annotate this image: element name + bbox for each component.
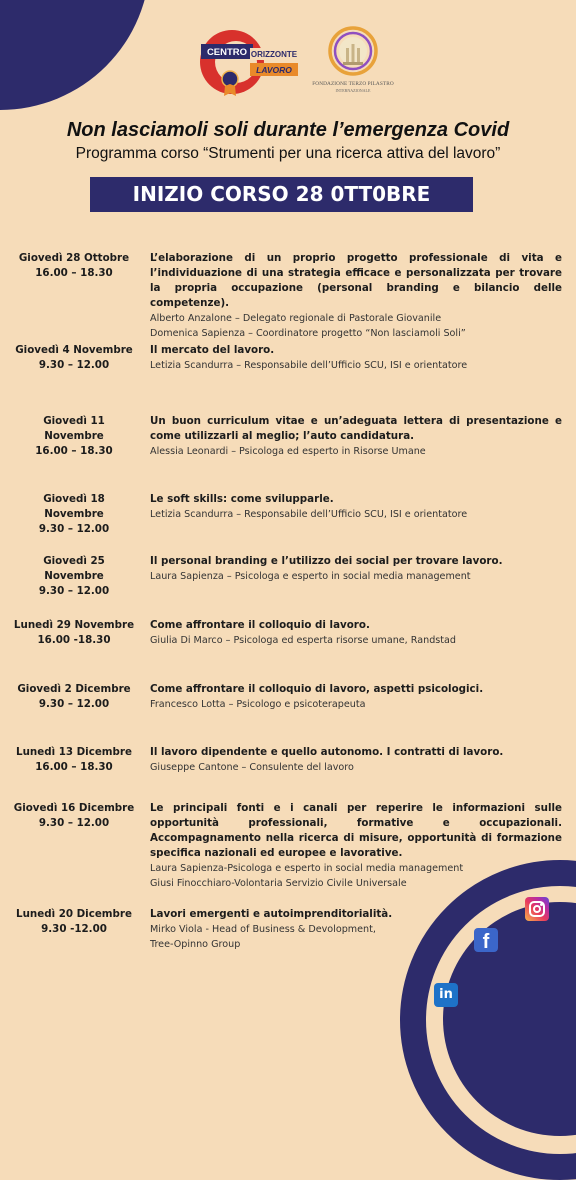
- facebook-icon[interactable]: f: [474, 928, 498, 952]
- session-when: [12, 343, 136, 373]
- session-speaker: Giuseppe Cantone – Consulente del lavoro: [150, 762, 354, 773]
- session-day: Giovedì 25 Novembre: [43, 555, 105, 582]
- session-when: [12, 907, 136, 937]
- session-topic: Le principali fonti e i canali per reperire le informazioni sulle opportunità professionali, formative e occupazionali. Accompagnamento nella ricerca di misure, opportunità di formazione specifica nazionali ed europee e lavorative.: [150, 802, 562, 859]
- session-topic: Come affrontare il colloquio di lavoro, aspetti psicologici.: [150, 683, 484, 695]
- session-details: [150, 554, 562, 584]
- session-speaker: Mirko Viola - Head of Business & Devolopment,: [150, 924, 376, 935]
- instagram-flash-shape: [540, 903, 543, 906]
- session-details: [150, 343, 562, 373]
- session-time: 9.30 – 12.00: [38, 359, 110, 371]
- page-title: Non lasciamoli soli durante l’emergenza Covid: [66, 119, 510, 141]
- session-time: 9.30 – 12.00: [38, 585, 110, 597]
- session-when: [12, 745, 136, 775]
- session-speaker: Giulia Di Marco – Psicologa ed esperta risorse umane, Randstad: [150, 635, 457, 646]
- session-day: Giovedì 28 Ottobre: [18, 252, 130, 264]
- session-day: Lunedì 29 Novembre: [13, 619, 135, 631]
- session-speaker: Giusi Finocchiaro-Volontaria Servizio Civile Universale: [150, 878, 407, 889]
- session-speaker: Letizia Scandurra – Responsabile dell’Ufficio SCU, ISI e orientatore: [150, 360, 468, 371]
- session-details: [150, 745, 562, 775]
- session-when: [12, 251, 136, 281]
- session-topic: Le soft skills: come svilupparle.: [150, 493, 334, 505]
- corner-shape-top-left: [0, 0, 150, 110]
- fondazione-subname: INTERNAZIONALE: [335, 88, 371, 93]
- session-time: 16.00 -18.30: [37, 634, 111, 646]
- session-speaker: Alessia Leonardi – Psicologa ed esperto in Risorse Umane: [150, 446, 426, 457]
- session-when: [12, 492, 136, 537]
- session-time: 9.30 – 12.00: [38, 817, 110, 829]
- session-day: Giovedì 11 Novembre: [43, 415, 105, 442]
- session-day: Giovedì 16 Dicembre: [13, 802, 135, 814]
- session-details: [150, 492, 562, 522]
- session-when: [12, 414, 136, 459]
- session-topic: L’elaborazione di un proprio progetto professionale di vita e l’individuazione di una strategia efficace e personalizzata per trovare la propria occupazione (personal branding e bilancio delle competenze).: [150, 252, 562, 309]
- session-time: 9.30 -12.00: [41, 923, 107, 935]
- centro-orizzonte-lavoro-logo: [198, 22, 306, 100]
- session-details: [150, 251, 562, 341]
- session-details: [150, 618, 562, 648]
- session-when: [12, 801, 136, 831]
- start-date-banner: INIZIO CORSO 28 0TT0BRE: [90, 177, 473, 212]
- session-speaker: Tree-Opinno Group: [150, 939, 241, 950]
- session-details: [150, 682, 562, 712]
- session-time: 16.00 – 18.30: [35, 267, 113, 279]
- session-speaker: Alberto Anzalone – Delegato regionale di Pastorale Giovanile: [150, 313, 442, 324]
- session-day: Giovedì 4 Novembre: [15, 344, 133, 356]
- linkedin-icon[interactable]: in: [434, 983, 458, 1007]
- session-time: 16.00 – 18.30: [35, 761, 113, 773]
- session-time: 16.00 – 18.30: [35, 445, 113, 457]
- session-speaker: Francesco Lotta – Psicologo e psicoterapeuta: [150, 699, 366, 710]
- session-speaker: Letizia Scandurra – Responsabile dell’Ufficio SCU, ISI e orientatore: [150, 509, 468, 520]
- fondazione-name: FONDAZIONE TERZO PILASTRO: [312, 81, 394, 87]
- instagram-icon[interactable]: [525, 897, 549, 921]
- logo-word-centro: CENTRO: [206, 47, 248, 58]
- session-day: Giovedì 18 Novembre: [43, 493, 105, 520]
- logo-word-orizzonte: ORIZZONTE: [250, 50, 298, 59]
- session-topic: Il personal branding e l’utilizzo dei social per trovare lavoro.: [150, 555, 503, 567]
- session-when: [12, 618, 136, 648]
- instagram-lens-shape: [533, 905, 541, 913]
- session-topic: Il lavoro dipendente e quello autonomo. I contratti di lavoro.: [150, 746, 504, 758]
- session-day: Lunedì 20 Dicembre: [16, 908, 132, 920]
- fondazione-logo: [308, 24, 398, 102]
- session-time: 9.30 – 12.00: [38, 698, 110, 710]
- session-time: 9.30 – 12.00: [38, 523, 110, 535]
- fondazione-emblem-icon: [325, 24, 381, 80]
- session-topic: Come affrontare il colloquio di lavoro.: [150, 619, 370, 631]
- session-speaker: Laura Sapienza-Psicologa e esperto in social media management: [150, 863, 464, 874]
- session-topic: Lavori emergenti e autoimprenditorialità.: [150, 908, 393, 920]
- session-day: Giovedì 2 Dicembre: [17, 683, 131, 695]
- session-when: [12, 682, 136, 712]
- session-when: [12, 554, 136, 599]
- session-day: Lunedì 13 Dicembre: [16, 746, 132, 758]
- session-speaker: Domenica Sapienza – Coordinatore progetto “Non lasciamoli Soli”: [150, 328, 466, 339]
- session-details: [150, 801, 562, 891]
- session-details: [150, 414, 562, 459]
- session-details: [150, 907, 450, 952]
- session-topic: Un buon curriculum vitae e un’adeguata lettera di presentazione e come utilizzarli al meglio; l’auto candidatura.: [150, 415, 562, 442]
- page-subtitle: Programma corso “Strumenti per una ricerca attiva del lavoro”: [75, 145, 501, 162]
- session-topic: Il mercato del lavoro.: [150, 344, 275, 356]
- logo-word-lavoro: LAVORO: [256, 65, 292, 75]
- session-speaker: Laura Sapienza – Psicologa e esperto in social media management: [150, 571, 471, 582]
